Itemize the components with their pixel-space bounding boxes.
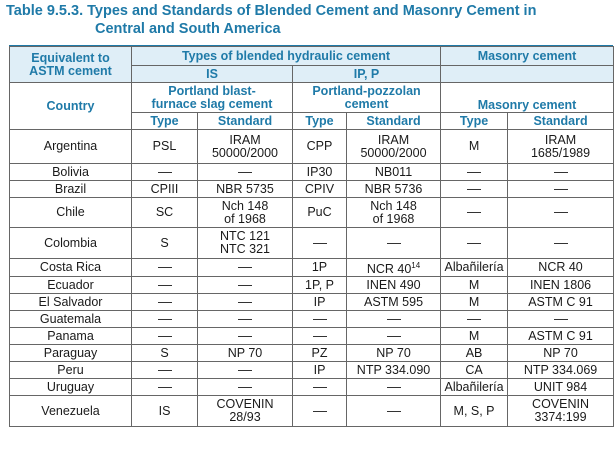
cell-text: S xyxy=(160,345,169,360)
cell-col-3 xyxy=(293,328,347,345)
table-row xyxy=(10,379,614,396)
cell-text: UNIT 984 xyxy=(533,379,588,394)
header-type-2: Type xyxy=(293,113,347,130)
country-cell: Argentina xyxy=(10,130,132,164)
cell-text: S xyxy=(160,235,169,250)
cell-text: Nch 148 xyxy=(370,198,417,213)
table-row xyxy=(10,328,614,345)
cell-col-5 xyxy=(441,164,508,181)
cell-text: 1P, P xyxy=(305,277,334,292)
cell-text: M, S, P xyxy=(453,403,495,418)
dash-mark xyxy=(554,212,568,213)
cell-text: of 1968 xyxy=(224,211,266,226)
country-cell: Bolivia xyxy=(10,164,132,181)
cell-col-5 xyxy=(441,311,508,328)
cell-col-1 xyxy=(132,396,198,427)
dash-mark xyxy=(158,172,172,173)
cell-text: PZ xyxy=(311,345,328,360)
cell-text: NP 70 xyxy=(543,345,578,360)
cell-col-5 xyxy=(441,362,508,379)
dash-mark xyxy=(387,336,401,337)
cell-col-5 xyxy=(441,379,508,396)
cell-text: NP 70 xyxy=(376,345,411,360)
cell-col-4 xyxy=(347,311,441,328)
cell-col-3 xyxy=(293,181,347,198)
header-type-3: Type xyxy=(441,113,508,130)
header-blended: Types of blended hydraulic cement xyxy=(132,47,441,66)
dash-mark xyxy=(554,243,568,244)
dash-mark xyxy=(467,172,481,173)
dash-mark xyxy=(238,172,252,173)
cell-col-2 xyxy=(198,379,293,396)
cell-col-5 xyxy=(441,259,508,277)
cell-col-3 xyxy=(293,379,347,396)
table-row xyxy=(10,130,614,164)
cell-col-3 xyxy=(293,345,347,362)
cell-col-2 xyxy=(198,130,293,164)
cell-col-5 xyxy=(441,294,508,311)
country-cell: Brazil xyxy=(10,181,132,198)
cell-col-3 xyxy=(293,362,347,379)
header-standard-1: Standard xyxy=(198,113,293,130)
cell-col-5 xyxy=(441,277,508,294)
cell-col-1 xyxy=(132,164,198,181)
cell-col-6 xyxy=(508,311,614,328)
table-row xyxy=(10,362,614,379)
cell-col-2 xyxy=(198,345,293,362)
cell-text: CPIII xyxy=(150,181,179,196)
country-cell: Costa Rica xyxy=(10,259,132,277)
cell-text: 3374:199 xyxy=(534,410,587,425)
header-masonry-blank xyxy=(441,66,614,83)
dash-mark xyxy=(158,336,172,337)
header-standard-3: Standard xyxy=(508,113,614,130)
cell-text: Albañilería xyxy=(444,260,504,275)
table-row xyxy=(10,311,614,328)
dash-mark xyxy=(554,319,568,320)
cell-text: PSL xyxy=(152,139,177,153)
cell-text: PuC xyxy=(307,205,332,219)
cell-text: CA xyxy=(465,362,483,377)
cell-col-2 xyxy=(198,181,293,198)
country-cell: Chile xyxy=(10,198,132,228)
cell-col-4 xyxy=(347,228,441,259)
table-row xyxy=(10,277,614,294)
dash-mark xyxy=(467,243,481,244)
title-line-1: Table 9.5.3. Types and Standards of Blended Cement and Masonry Cement in xyxy=(6,3,537,19)
dash-mark xyxy=(467,189,481,190)
table-row xyxy=(10,259,614,277)
header-ip-p: IP, P xyxy=(293,66,441,83)
table-row xyxy=(10,181,614,198)
cell-text: 1685/1989 xyxy=(530,145,591,160)
cell-col-5 xyxy=(441,130,508,164)
dash-mark xyxy=(238,267,252,268)
cell-col-2 xyxy=(198,228,293,259)
cell-col-4 xyxy=(347,164,441,181)
cell-col-2 xyxy=(198,362,293,379)
cell-col-5 xyxy=(441,345,508,362)
cell-text: CPIV xyxy=(304,181,335,196)
cell-col-1 xyxy=(132,181,198,198)
cell-col-6 xyxy=(508,328,614,345)
dash-mark xyxy=(238,285,252,286)
cell-text: Nch 148 xyxy=(221,198,269,213)
cell-col-1 xyxy=(132,198,198,228)
cell-text: Albañilería xyxy=(444,379,504,394)
dash-mark xyxy=(238,370,252,371)
cell-text: IRAM xyxy=(544,132,577,147)
cell-text: 50000/2000 xyxy=(360,145,427,160)
cell-text: IRAM xyxy=(377,132,410,147)
cell-col-5 xyxy=(441,396,508,427)
cell-col-1 xyxy=(132,277,198,294)
cell-col-2 xyxy=(198,198,293,228)
cell-col-1 xyxy=(132,345,198,362)
cell-col-2 xyxy=(198,164,293,181)
cell-text: IRAM xyxy=(229,132,261,147)
header-pozzolan: Portland-pozzolan cement xyxy=(293,83,441,113)
cell-col-1 xyxy=(132,130,198,164)
cell-text: IP xyxy=(313,294,326,309)
dash-mark xyxy=(313,243,327,244)
header-slag: Portland blast- furnace slag cement xyxy=(132,83,293,113)
header-standard-2: Standard xyxy=(347,113,441,130)
country-cell: Peru xyxy=(10,362,132,379)
table-row xyxy=(10,164,614,181)
cell-col-6 xyxy=(508,130,614,164)
country-cell: Panama xyxy=(10,328,132,345)
header-type-1: Type xyxy=(132,113,198,130)
cell-col-3 xyxy=(293,396,347,427)
cell-text: ASTM C 91 xyxy=(528,328,593,343)
cell-col-3 xyxy=(293,259,347,277)
cell-text: M xyxy=(468,294,480,309)
cell-col-4 xyxy=(347,130,441,164)
dash-mark xyxy=(554,172,568,173)
cell-col-3 xyxy=(293,294,347,311)
cell-text: NCR 40 xyxy=(538,260,583,275)
header-equivalent: Equivalent to ASTM cement xyxy=(10,47,132,83)
cell-col-3 xyxy=(293,130,347,164)
dash-mark xyxy=(238,336,252,337)
country-cell: Uruguay xyxy=(10,379,132,396)
cell-col-6 xyxy=(508,181,614,198)
cell-text: NB011 xyxy=(374,164,413,179)
cell-col-6 xyxy=(508,277,614,294)
cell-text: NTP 334.069 xyxy=(523,362,598,377)
dash-mark xyxy=(158,387,172,388)
cell-text: INEN 1806 xyxy=(529,277,592,292)
cell-col-3 xyxy=(293,228,347,259)
dash-mark xyxy=(467,212,481,213)
cell-text: NBR 5736 xyxy=(364,181,423,196)
cell-col-4 xyxy=(347,328,441,345)
dash-mark xyxy=(387,387,401,388)
cell-text: NTC 121 xyxy=(219,229,271,243)
cell-col-6 xyxy=(508,294,614,311)
cell-col-1 xyxy=(132,294,198,311)
dash-mark xyxy=(387,411,401,412)
cell-text: IP30 xyxy=(306,164,333,179)
cell-col-5 xyxy=(441,198,508,228)
cell-col-4 xyxy=(347,345,441,362)
cell-text: ASTM 595 xyxy=(363,294,424,309)
cell-text: NTC 321 xyxy=(219,242,271,256)
cell-col-5 xyxy=(441,181,508,198)
country-cell: Venezuela xyxy=(10,396,132,427)
cell-text: ASTM C 91 xyxy=(528,294,593,309)
cell-col-1 xyxy=(132,228,198,259)
cell-text: IS xyxy=(158,403,171,418)
dash-mark xyxy=(467,319,481,320)
dash-mark xyxy=(313,319,327,320)
header-masonry-cement: Masonry cement xyxy=(441,83,614,113)
country-cell: El Salvador xyxy=(10,294,132,311)
cell-col-1 xyxy=(132,259,198,277)
cell-col-1 xyxy=(132,328,198,345)
cell-col-6 xyxy=(508,396,614,427)
cell-text: 1P xyxy=(311,260,328,275)
cell-col-2 xyxy=(198,259,293,277)
cell-text: 28/93 xyxy=(229,410,261,425)
cell-col-4 xyxy=(347,259,441,277)
country-cell: Guatemala xyxy=(10,311,132,328)
cell-text: NP 70 xyxy=(227,345,263,360)
cell-col-6 xyxy=(508,345,614,362)
cell-text: INEN 490 xyxy=(366,277,421,292)
dash-mark xyxy=(238,319,252,320)
dash-mark xyxy=(313,411,327,412)
cell-col-6 xyxy=(508,362,614,379)
cell-col-1 xyxy=(132,311,198,328)
title-line-2: Central and South America xyxy=(95,21,281,37)
cell-col-6 xyxy=(508,164,614,181)
cell-col-6 xyxy=(508,228,614,259)
cell-text: NCR $40^{14}$ xyxy=(366,261,421,277)
header-country: Country xyxy=(10,83,132,130)
cell-col-6 xyxy=(508,198,614,228)
cell-col-4 xyxy=(347,396,441,427)
cell-text: IP xyxy=(313,362,326,377)
dash-mark xyxy=(238,302,252,303)
country-cell: Paraguay xyxy=(10,345,132,362)
cement-standards-table xyxy=(9,46,614,427)
dash-mark xyxy=(158,370,172,371)
cell-col-3 xyxy=(293,198,347,228)
cell-col-4 xyxy=(347,277,441,294)
cell-col-1 xyxy=(132,362,198,379)
dash-mark xyxy=(158,285,172,286)
cell-col-2 xyxy=(198,311,293,328)
cell-text: CPP xyxy=(306,139,333,153)
cell-text: 50000/2000 xyxy=(211,145,279,160)
dash-mark xyxy=(158,319,172,320)
cell-col-4 xyxy=(347,181,441,198)
table-row xyxy=(10,345,614,362)
cell-col-3 xyxy=(293,164,347,181)
superscript: 14 xyxy=(411,261,421,270)
dash-mark xyxy=(554,189,568,190)
dash-mark xyxy=(158,302,172,303)
dash-mark xyxy=(313,336,327,337)
cell-col-6 xyxy=(508,379,614,396)
table-row xyxy=(10,294,614,311)
cell-text: NTP 334.090 xyxy=(356,362,431,377)
cell-text: M xyxy=(468,277,480,292)
table-title xyxy=(6,2,606,38)
cell-col-2 xyxy=(198,277,293,294)
country-cell: Ecuador xyxy=(10,277,132,294)
cell-col-6 xyxy=(508,259,614,277)
cell-col-1 xyxy=(132,379,198,396)
country-cell: Colombia xyxy=(10,228,132,259)
cell-text: NBR 5735 xyxy=(216,181,274,196)
cell-text: SC xyxy=(155,205,174,219)
cell-col-2 xyxy=(198,328,293,345)
header-is: IS xyxy=(132,66,293,83)
cell-text: AB xyxy=(465,345,483,360)
table-row xyxy=(10,198,614,228)
table-row xyxy=(10,396,614,427)
cell-text: of 1968 xyxy=(372,211,415,226)
cell-col-5 xyxy=(441,228,508,259)
dash-mark xyxy=(387,319,401,320)
cell-col-2 xyxy=(198,396,293,427)
table-body xyxy=(10,130,614,427)
cell-col-3 xyxy=(293,311,347,328)
cell-text: M xyxy=(468,139,480,153)
cell-text: COVENIN xyxy=(216,397,274,412)
dash-mark xyxy=(313,387,327,388)
cell-col-4 xyxy=(347,294,441,311)
dash-mark xyxy=(387,243,401,244)
cell-col-4 xyxy=(347,198,441,228)
dash-mark xyxy=(158,267,172,268)
table-row xyxy=(10,228,614,259)
cell-col-3 xyxy=(293,277,347,294)
cell-col-5 xyxy=(441,328,508,345)
cell-text: M xyxy=(468,328,480,343)
cell-col-4 xyxy=(347,379,441,396)
cell-col-4 xyxy=(347,362,441,379)
header-masonry: Masonry cement xyxy=(441,47,614,66)
cell-col-2 xyxy=(198,294,293,311)
cell-text: COVENIN xyxy=(532,397,589,412)
dash-mark xyxy=(238,387,252,388)
